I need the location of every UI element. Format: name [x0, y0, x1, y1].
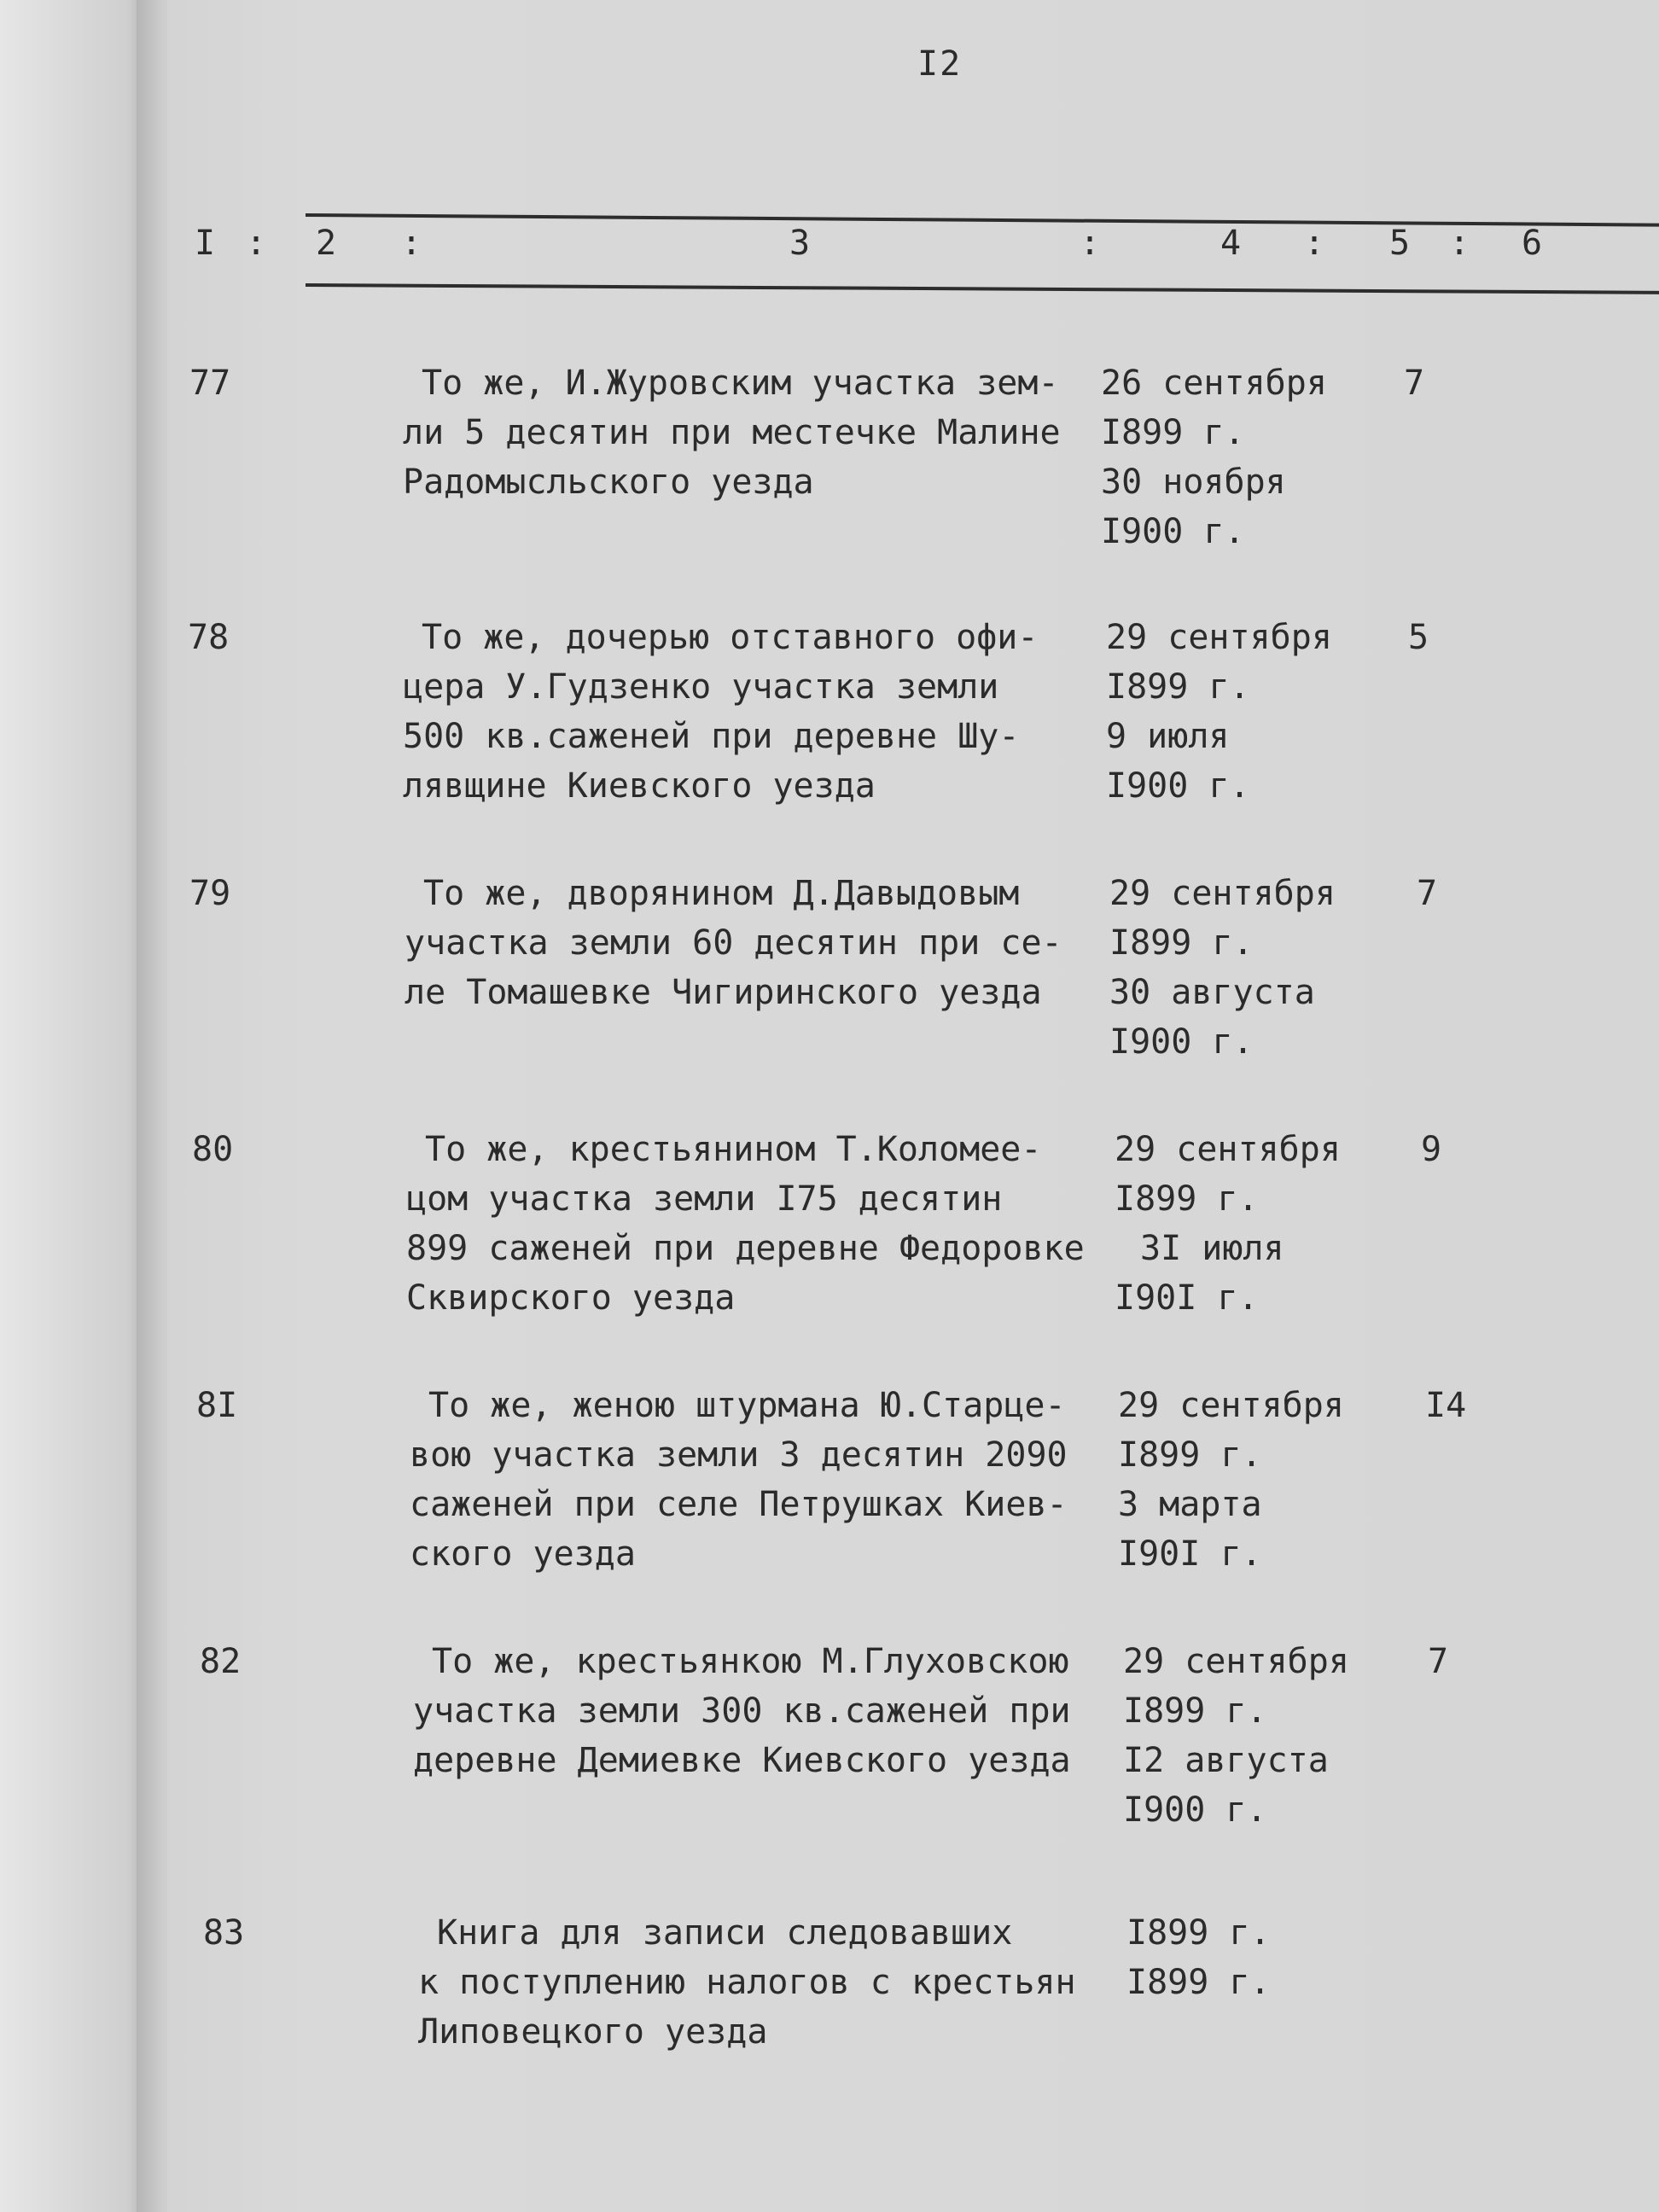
- sheet-count: 7: [1404, 364, 1425, 403]
- date-line: 29 сентября: [1106, 618, 1332, 657]
- column-separator: :: [1080, 224, 1101, 263]
- date-line: I900 г.: [1106, 766, 1250, 806]
- document-page: [137, 0, 1659, 2212]
- date-line: I900 г.: [1109, 1022, 1254, 1062]
- description-line: То же, крестьянином Т.Коломее-: [425, 1130, 1042, 1169]
- entry-number: 77: [189, 364, 231, 403]
- date-line: I899 г.: [1126, 1913, 1271, 1953]
- description-line: То же, женою штурмана Ю.Старце-: [428, 1386, 1066, 1425]
- entry-description: [403, 358, 1103, 507]
- date-line: I2 августа: [1123, 1741, 1329, 1780]
- sheet-count: 7: [1428, 1642, 1449, 1681]
- date-line: I899 г.: [1118, 1435, 1262, 1475]
- date-line: I899 г.: [1101, 413, 1245, 452]
- date-line: 29 сентября: [1118, 1386, 1344, 1425]
- date-line: I900 г.: [1101, 512, 1245, 551]
- entry-dates: [1109, 869, 1365, 1067]
- sheet-count: 9: [1421, 1130, 1442, 1169]
- column-separator: :: [1304, 224, 1325, 263]
- description-line: деревне Демиевке Киевского уезда: [413, 1741, 1071, 1780]
- entry-dates: [1101, 358, 1357, 556]
- description-line: цера У.Гудзенко участка земли: [403, 667, 999, 707]
- description-line: То же, крестьянкою М.Глуховскою: [432, 1642, 1069, 1681]
- date-line: 29 сентября: [1109, 874, 1336, 913]
- entry-dates: [1115, 1125, 1371, 1323]
- entry-number: 79: [189, 874, 231, 913]
- table-header-bottom-rule: [306, 283, 1659, 294]
- entry-number: 78: [188, 618, 230, 657]
- entry-description: [403, 613, 1103, 811]
- date-line: 29 сентября: [1123, 1642, 1349, 1681]
- date-line: 26 сентября: [1101, 364, 1327, 403]
- date-line: I899 г.: [1115, 1179, 1259, 1219]
- column-header-3: 3: [789, 224, 811, 263]
- date-line: 30 ноября: [1101, 463, 1286, 502]
- description-line: ле Томашевке Чигиринского уезда: [405, 973, 1042, 1012]
- description-line: Сквирского уезда: [406, 1278, 736, 1318]
- description-line: 899 саженей при деревне Федоровке: [406, 1229, 1085, 1268]
- date-line: I90I г.: [1118, 1534, 1262, 1574]
- entry-number: 80: [192, 1130, 234, 1169]
- column-header-2: 2: [316, 224, 337, 263]
- entry-description: [405, 869, 1104, 1017]
- entry-number: 83: [203, 1913, 245, 1953]
- date-line: 3I июля: [1140, 1229, 1284, 1268]
- description-line: участка земли 60 десятин при се-: [405, 923, 1062, 963]
- sheet-count: 5: [1408, 618, 1429, 657]
- description-line: Книга для записи следовавших: [437, 1913, 1013, 1953]
- entry-description: [413, 1637, 1113, 1785]
- description-line: То же, дворянином Д.Давыдовым: [423, 874, 1020, 913]
- description-line: Радомысльского уезда: [403, 463, 814, 502]
- column-separator: :: [401, 224, 422, 263]
- column-header-6: 6: [1522, 224, 1543, 263]
- date-line: I900 г.: [1123, 1790, 1267, 1830]
- date-line: 9 июля: [1106, 717, 1230, 756]
- description-line: участка земли 300 кв.саженей при: [413, 1691, 1071, 1731]
- date-line: I899 г.: [1109, 923, 1254, 963]
- entry-dates: [1126, 1908, 1382, 2007]
- description-line: То же, дочерью отставного офи-: [422, 618, 1039, 657]
- description-line: 500 кв.саженей при деревне Шу-: [403, 717, 1020, 756]
- entry-description: [406, 1125, 1106, 1323]
- date-line: I90I г.: [1115, 1278, 1259, 1318]
- entry-dates: [1123, 1637, 1379, 1835]
- column-header-1: I: [195, 224, 216, 263]
- description-line: ского уезда: [410, 1534, 636, 1574]
- entry-dates: [1106, 613, 1362, 811]
- date-line: I899 г.: [1123, 1691, 1267, 1731]
- entry-description: [410, 1381, 1109, 1579]
- date-line: 3 марта: [1118, 1485, 1262, 1524]
- description-line: цом участка земли I75 десятин: [406, 1179, 1003, 1219]
- description-line: То же, И.Журовским участка зем-: [422, 364, 1059, 403]
- date-line: 30 августа: [1109, 973, 1315, 1012]
- column-header-5: 5: [1389, 224, 1411, 263]
- column-header-4: 4: [1220, 224, 1242, 263]
- entry-description: [418, 1908, 1118, 2057]
- description-line: Липовецкого уезда: [418, 2012, 768, 2052]
- date-line: I899 г.: [1106, 667, 1250, 707]
- date-line: I899 г.: [1126, 1963, 1271, 2002]
- entry-number: 82: [200, 1642, 242, 1681]
- page-number: I2: [917, 44, 963, 84]
- description-line: ли 5 десятин при местечке Малине: [403, 413, 1061, 452]
- column-separator: :: [246, 224, 267, 263]
- sheet-count: 7: [1417, 874, 1438, 913]
- description-line: к поступлению налогов с крестьян: [418, 1963, 1076, 2002]
- entry-dates: [1118, 1381, 1374, 1579]
- entry-number: 8I: [196, 1386, 238, 1425]
- description-line: саженей при селе Петрушках Киев-: [410, 1485, 1068, 1524]
- sheet-count: I4: [1425, 1386, 1467, 1425]
- column-separator: :: [1449, 224, 1470, 263]
- description-line: лявщине Киевского уезда: [403, 766, 876, 806]
- date-line: 29 сентября: [1115, 1130, 1341, 1169]
- description-line: вою участка земли 3 десятин 2090: [410, 1435, 1068, 1475]
